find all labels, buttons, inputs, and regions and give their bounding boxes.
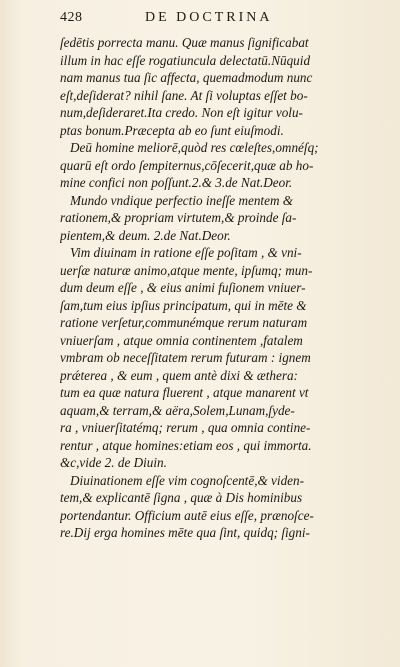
text-line: aquam,& terram,& aëra,Solem,Lunam,ſyde- bbox=[60, 402, 295, 418]
text-line: ptas bonum.Præcepta ab eo ſunt eiuſmodi. bbox=[60, 122, 284, 138]
text-line: eſt,deſiderat? nihil ſane. At ſi voluptas eſſet bo- bbox=[60, 87, 308, 103]
text-line: quarū eſt ordo ſempiternus,cōſecerit,quæ ab ho- bbox=[60, 157, 314, 173]
text-line: dum deum eſſe , & eius animi fuſionem vniuer- bbox=[60, 280, 306, 295]
text-line: num,deſideraret.Ita credo. Non eſt igitur volu- bbox=[60, 105, 303, 120]
page-number: 428 bbox=[60, 10, 83, 25]
text-line: tum ea quæ natura fluerent , atque manarent vt bbox=[60, 385, 309, 400]
text-line: Deū homine meliorē,quòd res cœleſtes,omnéſq; bbox=[70, 140, 319, 155]
text-line: uerſæ naturæ animo,atque mente, ipſumq; mun- bbox=[60, 262, 313, 278]
body-text bbox=[60, 34, 368, 542]
text-line: portendantur. Officium autē eius eſſe, prænoſce- bbox=[60, 507, 314, 523]
text-line: Diuinationem eſſe vim cognoſcentē,& viden- bbox=[70, 472, 305, 488]
text-line: ſedētis porrecta manu. Quæ manus ſignificabat bbox=[60, 35, 309, 50]
text-line: ra , vniuerſitatémq; rerum , qua omnia contine- bbox=[60, 420, 311, 435]
text-line: Mundo vndique perfectio ineſſe mentem & bbox=[70, 192, 294, 208]
running-head: DE DOCTRINA bbox=[145, 10, 273, 25]
text-line: vniuerſam , atque omnia continentem ,fatalem bbox=[60, 332, 303, 348]
text-line: mine confici non poſſunt.2.& 3.de Nat.Deor. bbox=[60, 175, 293, 190]
text-line: illum in hac eſſe rogatiuncula delectatū.Nūquid bbox=[60, 52, 311, 68]
text-line: &c,vide 2. de Diuin. bbox=[60, 455, 167, 470]
text-line: vmbram ob neceſſitatem rerum futuram : ignem bbox=[60, 350, 311, 365]
text-line: tem,& explicantē ſigna , quæ à Dis hominibus bbox=[60, 490, 303, 505]
text-line: re.Dij erga homines mēte qua ſint, quidq; ſigni- bbox=[60, 525, 310, 540]
text-line: pientem,& deum. 2.de Nat.Deor. bbox=[60, 227, 231, 243]
text-line: Vim diuinam in ratione eſſe poſitam , & vni- bbox=[70, 245, 302, 260]
text-line: rationem,& propriam virtutem,& proinde ſa- bbox=[60, 210, 297, 225]
text-line: rentur , atque homines:etiam eos , qui immorta. bbox=[60, 437, 312, 453]
page-header bbox=[60, 10, 360, 30]
text-line: ſam,tum eius ipſius principatum, qui in mēte & bbox=[60, 297, 307, 313]
text-line: prǽterea , & eum , quem antè dixi & æthera: bbox=[60, 367, 298, 383]
text-line: ratione verſetur,communémque rerum naturam bbox=[60, 315, 308, 330]
text-line: nam manus tua ſic affecta, quemadmodum nunc bbox=[60, 70, 313, 85]
